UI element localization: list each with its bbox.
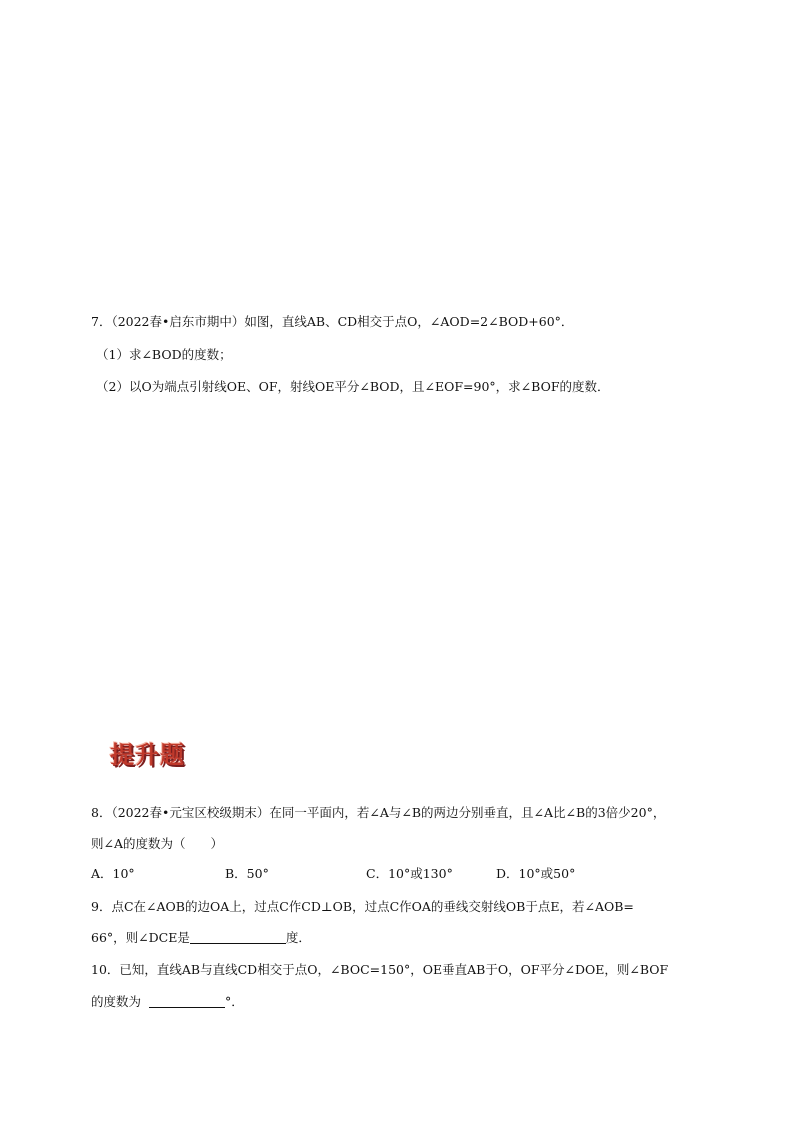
q9-line2-pre: 66°，则∠DCE是 xyxy=(91,930,190,945)
q9-line2-post: 度． xyxy=(285,930,311,945)
q9-line2 xyxy=(91,929,311,947)
q8-line2: 则∠A的度数为（ ） xyxy=(91,836,224,851)
section-heading-badge xyxy=(108,733,200,767)
q8-option-b: B．50° xyxy=(225,866,269,881)
section-title: 提升题 xyxy=(110,741,185,769)
q10-line2-pre: 的度数为 xyxy=(91,994,142,1009)
q8-option-d: D．10°或50° xyxy=(496,866,576,881)
q10-line2 xyxy=(91,993,244,1011)
q7-part1: （1）求∠BOD的度数； xyxy=(96,347,232,362)
q10-line2-post: °． xyxy=(224,994,244,1009)
q7-stem: 7．（2022春•启东市期中）如图，直线AB、CD相交于点O，∠AOD=2∠BOD+60°． xyxy=(91,314,574,329)
q8-line1: 8．（2022春•元宝区校级期末）在同一平面内，若∠A与∠B的两边分别垂直，且∠A比∠B的3倍少20°， xyxy=(91,805,666,820)
q10-answer-blank[interactable] xyxy=(149,993,225,1008)
q9-answer-blank[interactable] xyxy=(190,929,286,944)
q7-part2: （2）以O为端点引射线OE、OF，射线OE平分∠BOD，且∠EOF=90°，求∠BOF的度数． xyxy=(96,379,610,394)
q8-option-a: A．10° xyxy=(91,866,135,881)
q10-line1: 10．已知，直线AB与直线CD相交于点O，∠BOC=150°，OE垂直AB于O，OF平分∠DOE，则∠BOF xyxy=(91,962,669,977)
q9-line1: 9．点C在∠AOB的边OA上，过点C作CD⊥OB，过点C作OA的垂线交射线OB于点E，若∠AOB= xyxy=(91,899,634,914)
q8-option-c: C．10°或130° xyxy=(366,866,453,881)
